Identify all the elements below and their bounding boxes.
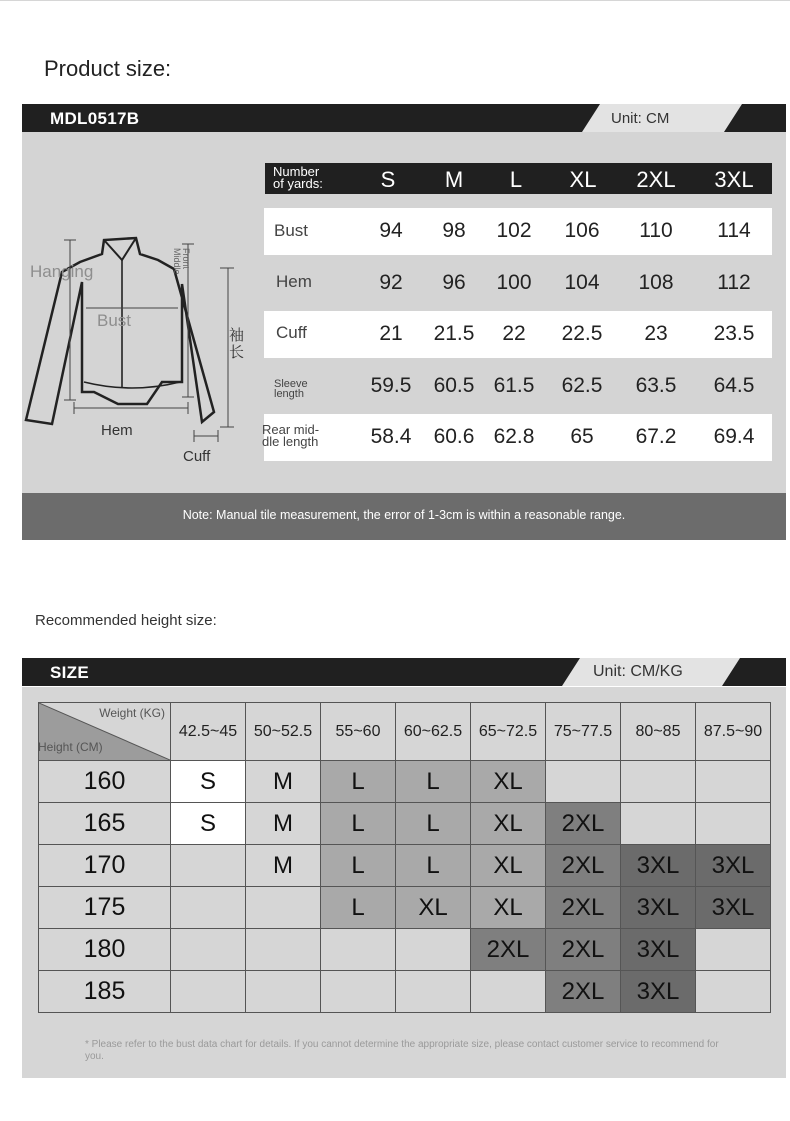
value-cell: 21.5 — [433, 322, 475, 345]
size-header-l: L — [509, 167, 523, 192]
size-cell: L — [321, 803, 396, 845]
size-cell — [546, 761, 621, 803]
size-row-cuff — [264, 311, 772, 358]
jacket-collar — [104, 238, 136, 260]
size-cell — [696, 803, 771, 845]
value-cell: 106 — [564, 219, 600, 242]
size-cell — [321, 929, 396, 971]
product-size-heading: Product size: — [44, 56, 172, 81]
size-cell: M — [246, 761, 321, 803]
size-header-2xl: 2XL — [636, 167, 676, 192]
size-cell: 3XL — [621, 887, 696, 929]
size-cell: 2XL — [546, 929, 621, 971]
value-cell: 110 — [639, 219, 673, 242]
size-cell: XL — [471, 845, 546, 887]
size-cell — [696, 929, 771, 971]
front-label: Front — [181, 248, 191, 270]
header-label — [273, 166, 323, 190]
value-cell: 60.5 — [433, 374, 475, 397]
height-weight-table — [38, 702, 771, 1013]
value-cell: 98 — [442, 219, 466, 242]
row-label — [262, 424, 319, 448]
weight-header-cell: 75~77.5 — [546, 703, 621, 761]
size-cell: M — [246, 845, 321, 887]
value-cell: 100 — [496, 271, 532, 294]
recommend-heading: Recommended height size: — [35, 612, 217, 629]
model-code: MDL0517B — [50, 109, 140, 128]
row-label: Hem — [276, 272, 312, 291]
weight-header-cell: 60~62.5 — [396, 703, 471, 761]
height-row-180 — [39, 929, 771, 971]
height-row-165 — [39, 803, 771, 845]
size-cell: S — [171, 803, 246, 845]
value-cell: 65 — [570, 425, 594, 448]
size-cell — [621, 803, 696, 845]
size-cell — [396, 971, 471, 1013]
size-cell: 3XL — [621, 929, 696, 971]
sleeve-cn-label-2: 长 — [229, 344, 245, 361]
size-cell — [696, 761, 771, 803]
height-cell: 165 — [39, 803, 171, 845]
height-cell: 170 — [39, 845, 171, 887]
size-cell: L — [321, 887, 396, 929]
value-cell: 60.6 — [433, 425, 475, 448]
row-label-line-1: Rear mid- — [262, 422, 320, 437]
recommend-unit-label: Unit: CM/KG — [593, 663, 683, 680]
height-axis-label: Height (CM) — [38, 740, 103, 754]
value-cell: 104 — [564, 271, 600, 294]
value-cell: 94 — [379, 219, 403, 242]
height-cell: 185 — [39, 971, 171, 1013]
size-cell: L — [396, 845, 471, 887]
hanging-label: Hanging — [30, 262, 94, 281]
measurement-note-bar — [22, 493, 786, 540]
unit-label: Unit: CM — [611, 110, 670, 127]
value-cell: 22.5 — [561, 322, 603, 345]
size-cell: 3XL — [696, 845, 771, 887]
size-cell: XL — [396, 887, 471, 929]
size-cell — [471, 971, 546, 1013]
middle-label: Middle — [172, 248, 182, 275]
measurement-note: Note: Manual tile measurement, the error of 1-3cm is within a reasonable range. — [182, 508, 626, 522]
size-table-header — [265, 163, 772, 194]
weight-header-row — [39, 703, 771, 761]
size-cell: 2XL — [546, 971, 621, 1013]
weight-axis-label: Weight (KG) — [99, 706, 165, 720]
weight-header-cell: 50~52.5 — [246, 703, 321, 761]
weight-header-cell: 87.5~90 — [696, 703, 771, 761]
size-cell: XL — [471, 887, 546, 929]
value-cell: 67.2 — [635, 425, 677, 448]
size-header-m: M — [444, 167, 464, 192]
value-cell: 69.4 — [713, 425, 755, 448]
height-row-185 — [39, 971, 771, 1013]
row-label-line-2: dle length — [262, 434, 319, 449]
size-cell: M — [246, 803, 321, 845]
sleeve-cn-label-1: 袖 — [229, 327, 245, 344]
height-row-175 — [39, 887, 771, 929]
value-cell: 21 — [379, 322, 403, 345]
value-cell: 102 — [496, 219, 532, 242]
size-cell: 3XL — [696, 887, 771, 929]
size-cell — [396, 929, 471, 971]
height-row-170 — [39, 845, 771, 887]
value-cell: 64.5 — [713, 374, 755, 397]
size-cell: L — [396, 803, 471, 845]
header-label-line-1: Number — [273, 164, 320, 179]
size-cell — [171, 971, 246, 1013]
value-cell: 114 — [717, 219, 751, 242]
row-label-line-1: Sleeve — [274, 378, 308, 390]
value-cell: 22 — [502, 322, 526, 345]
value-cell: 96 — [442, 271, 466, 294]
value-cell: 58.4 — [370, 425, 412, 448]
size-cell: 3XL — [621, 971, 696, 1013]
row-label: Bust — [274, 221, 309, 240]
jacket-diagram — [22, 132, 252, 472]
height-cell: 180 — [39, 929, 171, 971]
row-label: Cuff — [276, 323, 307, 342]
weight-header-cell: 55~60 — [321, 703, 396, 761]
row-label — [274, 379, 308, 399]
size-cell: 3XL — [621, 845, 696, 887]
value-cell: 61.5 — [493, 374, 535, 397]
size-cell — [621, 761, 696, 803]
size-cell: S — [171, 761, 246, 803]
value-cell: 62.8 — [493, 425, 535, 448]
size-cell: 2XL — [471, 929, 546, 971]
hem-diagram-label: Hem — [101, 422, 133, 439]
value-cell: 108 — [638, 271, 674, 294]
size-cell: XL — [471, 803, 546, 845]
value-cell: 63.5 — [635, 374, 677, 397]
size-header-xl: XL — [569, 167, 597, 192]
size-cell — [171, 887, 246, 929]
table-corner — [39, 703, 171, 761]
row-label-line-2: length — [274, 388, 304, 400]
size-cell — [171, 929, 246, 971]
size-row-rear-length — [264, 414, 772, 461]
size-cell — [246, 971, 321, 1013]
recommend-title-bar — [22, 658, 786, 686]
height-cell: 175 — [39, 887, 171, 929]
value-cell: 59.5 — [370, 374, 412, 397]
size-header-s: S — [380, 167, 396, 192]
recommend-bar-title: SIZE — [50, 663, 89, 682]
size-cell — [696, 971, 771, 1013]
size-cell: L — [321, 761, 396, 803]
top-divider — [0, 0, 790, 1]
size-cell — [321, 971, 396, 1013]
size-row-bust — [264, 208, 772, 255]
size-cell — [246, 887, 321, 929]
size-cell: XL — [471, 761, 546, 803]
value-cell: 112 — [717, 271, 751, 294]
size-cell: 2XL — [546, 887, 621, 929]
value-cell: 62.5 — [561, 374, 603, 397]
size-header-3xl: 3XL — [714, 167, 754, 192]
size-cell: 2XL — [546, 803, 621, 845]
size-row-sleeve-length — [264, 363, 772, 410]
size-cell — [171, 845, 246, 887]
size-cell: L — [321, 845, 396, 887]
value-cell: 23.5 — [713, 322, 755, 345]
size-row-hem — [264, 260, 772, 307]
size-cell — [246, 929, 321, 971]
value-cell: 92 — [379, 271, 403, 294]
height-cell: 160 — [39, 761, 171, 803]
weight-header-cell: 42.5~45 — [171, 703, 246, 761]
weight-header-cell: 80~85 — [621, 703, 696, 761]
size-chart-title-bar — [22, 104, 786, 132]
header-label-line-2: of yards: — [273, 176, 323, 191]
size-cell: 2XL — [546, 845, 621, 887]
weight-header-cell: 65~72.5 — [471, 703, 546, 761]
size-cell: L — [396, 761, 471, 803]
recommend-footnote: * Please refer to the bust data chart for details. If you cannot determine the appropriate size, please contact customer service to recommend for you. — [85, 1039, 719, 1062]
height-row-160 — [39, 761, 771, 803]
bust-diagram-label: Bust — [97, 311, 132, 330]
value-cell: 23 — [644, 322, 668, 345]
cuff-diagram-label: Cuff — [183, 448, 211, 465]
